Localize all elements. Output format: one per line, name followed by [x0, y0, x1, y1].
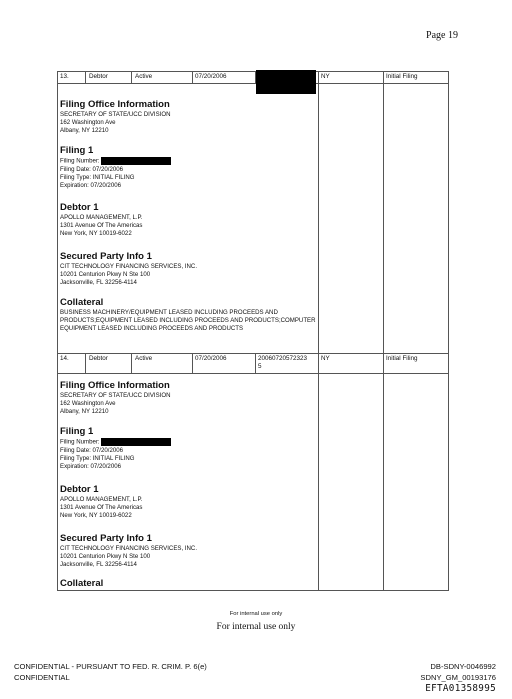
cell-divider [255, 353, 256, 373]
filing-section [60, 145, 316, 190]
row-divider [57, 373, 449, 374]
debtor-line: APOLLO MANAGEMENT, L.P. [60, 496, 143, 503]
section-heading: Secured Party Info 1 [60, 533, 152, 544]
collateral-section [60, 578, 316, 590]
office-line: 162 Washington Ave [60, 400, 116, 408]
section-heading: Secured Party Info 1 [60, 251, 152, 262]
row13-filing: Initial Filing [386, 73, 418, 80]
bates-number-secondary: SDNY_GM_00193176 [420, 673, 496, 682]
column-divider [383, 71, 384, 591]
row-divider [57, 353, 449, 354]
row14-file-number-cont: 5 [258, 363, 262, 370]
cell-divider [85, 353, 86, 373]
cell-divider [85, 71, 86, 83]
secured-line: CIT TECHNOLOGY FINANCING SERVICES, INC. [60, 545, 198, 552]
row14-state: NY [321, 355, 330, 362]
office-line: SECRETARY OF STATE/UCC DIVISION [60, 392, 171, 399]
debtor-line: 1301 Avenue Of The Americas [60, 222, 143, 230]
section-heading: Collateral [60, 578, 104, 589]
row14-number: 14. [60, 355, 69, 362]
filing-line: Expiration: 07/20/2006 [60, 463, 121, 471]
filing-line: Expiration: 07/20/2006 [60, 182, 121, 190]
filing-office-section [60, 380, 316, 417]
secured-line: Jacksonville, FL 32256-4114 [60, 279, 137, 287]
section-heading: Debtor 1 [60, 202, 99, 213]
efta-identifier: EFTA01358995 [425, 683, 496, 694]
secured-line: 10201 Centurion Pkwy N Ste 100 [60, 553, 151, 561]
filing-line: Filing Type: INITIAL FILING [60, 174, 135, 182]
office-line: 162 Washington Ave [60, 119, 116, 127]
internal-use-note-serif: For internal use only [216, 622, 296, 632]
row13-date: 07/20/2006 [195, 73, 227, 80]
filing-line: Filing Date: 07/20/2006 [60, 165, 124, 173]
cell-divider [192, 353, 193, 373]
filing-number-line [60, 438, 316, 447]
secured-party-section [60, 251, 316, 288]
filing-line: Filing Date: 07/20/2006 [60, 446, 124, 454]
filing-number-label: Filing Number: [60, 438, 100, 446]
filing-office-section [60, 99, 316, 136]
confidential-label: CONFIDENTIAL [14, 673, 70, 682]
section-heading: Debtor 1 [60, 484, 99, 495]
debtor-section [60, 484, 316, 521]
debtor-line: APOLLO MANAGEMENT, L.P. [60, 214, 143, 221]
confidential-notice: CONFIDENTIAL - PURSUANT TO FED. R. CRIM. P. 6(e) [14, 662, 207, 671]
row13-status: Active [135, 73, 153, 80]
cell-divider [131, 71, 132, 83]
section-heading: Filing 1 [60, 426, 94, 437]
collateral-text: BUSINESS MACHINERY/EQUIPMENT LEASED INCLUDING PROCEEDS AND PRODUCTS;EQUIPMENT LEASED INCLUDING PROCEEDS AND PRODUCTS;COMPUTER EQUIPMENT LEASED INCLUDING PROCEEDS AND PRODUCTS [60, 309, 316, 333]
bates-number: DB-SDNY-0046992 [430, 662, 496, 671]
row13-type: Debtor [89, 73, 108, 80]
office-line: Albany, NY 12210 [60, 408, 109, 416]
row13-number: 13. [60, 73, 69, 80]
row14-status: Active [135, 355, 153, 362]
filing-line: Filing Type: INITIAL FILING [60, 455, 135, 463]
debtor-line: New York, NY 10019-6022 [60, 230, 132, 238]
secured-party-section [60, 533, 316, 570]
filing-section [60, 426, 316, 471]
cell-divider [131, 353, 132, 373]
row-divider [57, 83, 449, 84]
section-heading: Filing Office Information [60, 99, 170, 110]
section-heading: Filing Office Information [60, 380, 170, 391]
row14-filing: Initial Filing [386, 355, 418, 362]
row14-file-number: 20060720572323 [258, 355, 308, 362]
row14-type: Debtor [89, 355, 108, 362]
filing-number-label: Filing Number: [60, 157, 100, 165]
page-number: Page 19 [426, 30, 458, 41]
row14-date: 07/20/2006 [195, 355, 227, 362]
office-line: SECRETARY OF STATE/UCC DIVISION [60, 111, 171, 118]
secured-line: Jacksonville, FL 32256-4114 [60, 561, 137, 569]
section-heading: Collateral [60, 297, 104, 308]
debtor-line: New York, NY 10019-6022 [60, 512, 132, 520]
internal-use-note: For internal use only [229, 611, 283, 617]
filing-number-line [60, 157, 316, 166]
redaction-block [256, 70, 316, 94]
redaction-block [101, 157, 171, 165]
section-heading: Filing 1 [60, 145, 94, 156]
debtor-line: 1301 Avenue Of The Americas [60, 504, 143, 512]
office-line: Albany, NY 12210 [60, 127, 109, 135]
row13-state: NY [321, 73, 330, 80]
secured-line: CIT TECHNOLOGY FINANCING SERVICES, INC. [60, 263, 198, 270]
secured-line: 10201 Centurion Pkwy N Ste 100 [60, 271, 151, 279]
collateral-section [60, 297, 316, 334]
redaction-block [101, 438, 171, 446]
cell-divider [192, 71, 193, 83]
debtor-section [60, 202, 316, 239]
column-divider [318, 71, 319, 591]
